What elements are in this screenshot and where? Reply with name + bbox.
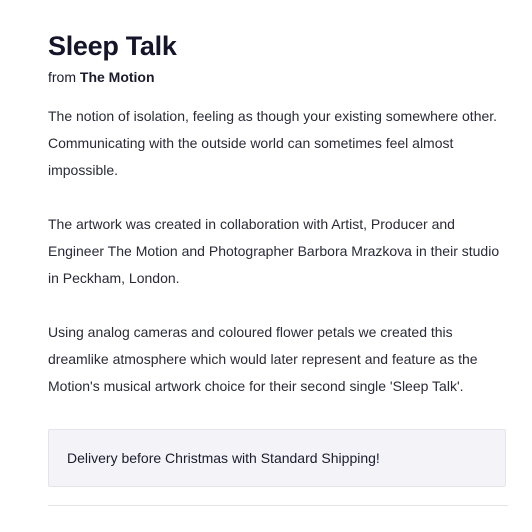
artist-name: The Motion (79, 69, 155, 85)
description-paragraph: The artwork was created in collaboration with Artist, Producer and Engineer The Motion and Photographer Barbora Mrazkova in their studio in Peckham, London. (48, 216, 500, 286)
description-paragraph: The notion of isolation, feeling as though your existing somewhere other. Communicating with the outside world can sometimes feel almost impossible. (48, 108, 498, 178)
shipping-notice (48, 429, 506, 487)
product-title: Sleep Talk (48, 31, 177, 61)
product-details (48, 28, 508, 427)
description-paragraph: Using analog cameras and coloured flower petals we created this dreamlike atmosphere which would later represent and feature as the Motion's musical artwork choice for their second single 'Sleep Talk'. (48, 324, 478, 394)
product-description (48, 103, 504, 400)
shipping-notice-text: Delivery before Christmas with Standard Shipping! (67, 450, 380, 466)
byline (48, 67, 508, 87)
divider (48, 505, 508, 506)
byline-prefix: from (48, 69, 76, 85)
